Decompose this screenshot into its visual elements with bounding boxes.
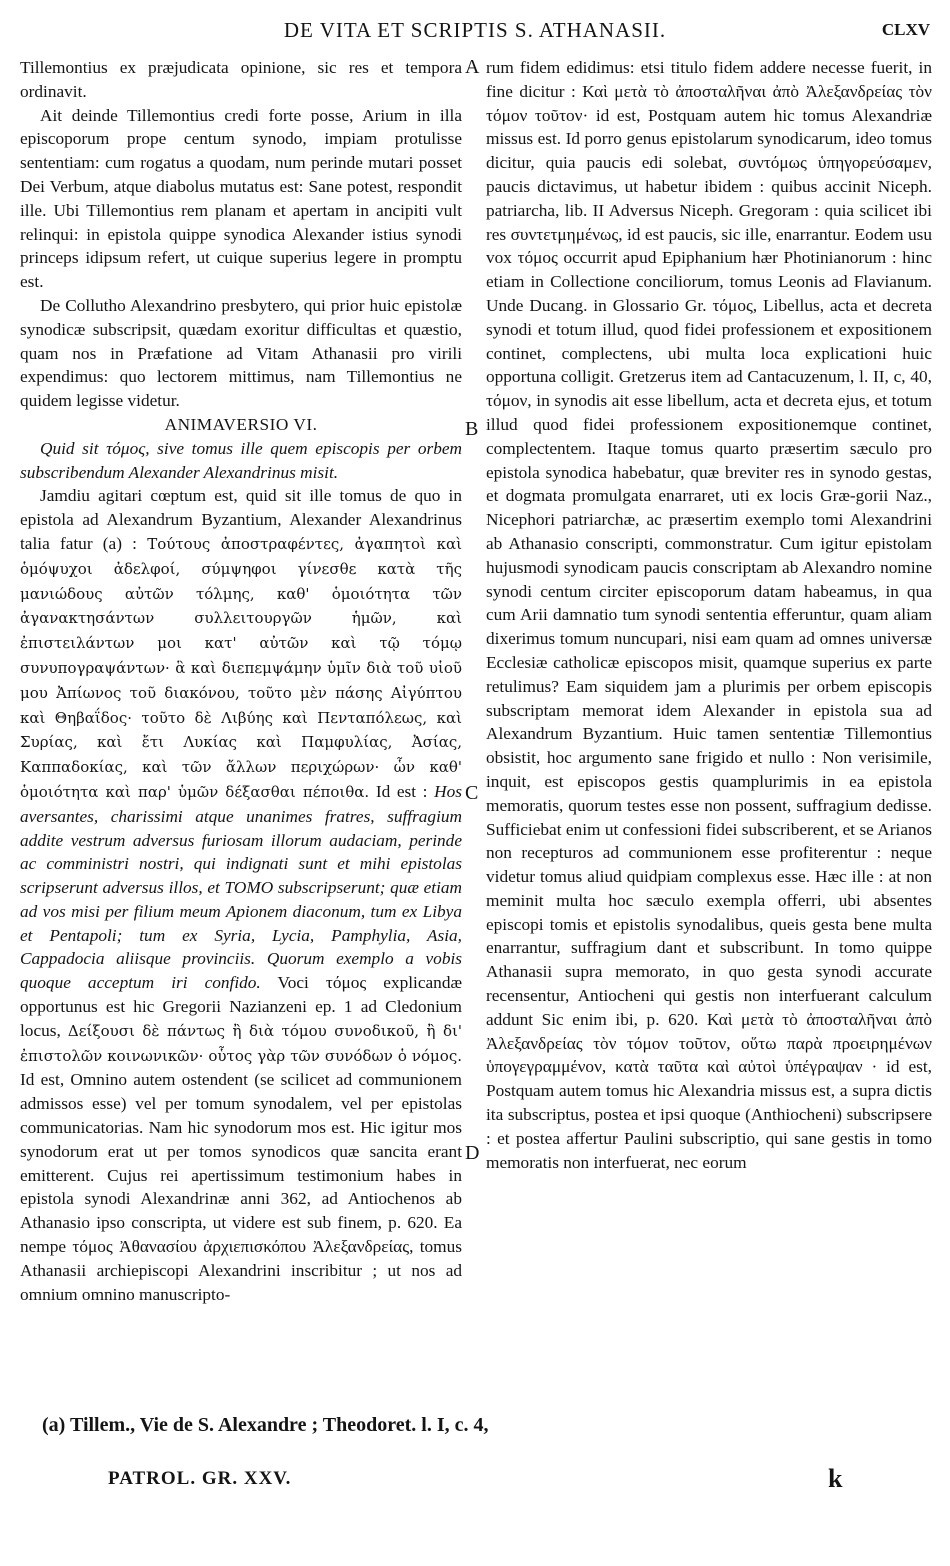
margin-letter: B: [465, 418, 479, 440]
margin-letter: C: [465, 782, 479, 804]
series-label: PATROL. GR. XXV.: [108, 1468, 292, 1489]
page-header: [0, 18, 950, 48]
paragraph: Ait deinde Tillemontius credi forte posse, Arium in illa episcoporum prope centum synodo, impiam protulisse sententiam: cum rogatus a quodam, num perinde mutari posset Dei Verbum, atque diabolus mutatus est: Sane potest, respondit ille. Ubi Tillemontius rem planam et apertam in ancipiti vult relinqui: in epistola quippe synodica Alexander istius synodi princeps idipsum refert, ut cuique superius legere in promptu est.: [20, 105, 462, 292]
latin-translation: Hos aversantes, charissimi atque unanimes fratres, suffragium addite vestrum adversus furiosam illorum audaciam, perinde ac comministri nostri, qui indignati sunt et mihi epistolas scripserunt adversus illos, et TOMO subscripserunt; quæ etiam ad vos misi per filium meum Apionem diaconum, tum ex Libya et Pentapoli; tum ex Syria, Lycia, Pamphylia, Asia, Cappadocia aliisque provinciis. Quorum exemplo a vobis quoque acceptum iri confido.: [20, 781, 462, 993]
page-number: CLXV: [881, 20, 930, 39]
paragraph-text: Voci τόμος explicandæ opportunus est hic Gregorii Nazianzeni ep. 1 ad Cledonium locus,: [20, 973, 462, 1040]
section-subheading: Quid sit τόμος, sive tomus ille quem episcopis per orbem subscribendum Alexander Alexandrinus misit.: [20, 438, 462, 482]
id-est: Id est :: [375, 781, 428, 801]
greek-quote: Τούτους ἀποστραφέντες, ἀγαπητοὶ καὶ ὁμόψυχοι ἀδελφοί, σύμψηφοι γίνεσθε κατὰ τῆς μανιώδους αὐτῶν τόλμης, καθ' ὁμοιότητα τῶν ἀγανακτησάντων συλλειτουργῶν ἡμῶν, καὶ ἐπιστειλάντων μοι κατ' αὐτῶν καὶ τῷ τόμῳ συνυπογραψάντων· ἃ καὶ διεπεμψάμην ὑμῖν διὰ τοῦ υἱοῦ μου Ἀπίωνος τοῦ διακόνου, τοῦτο μὲν πάσης Αἰγύπτου καὶ Θηβαΐδος· τοῦτο δὲ Λιβύης καὶ Πενταπόλεως, καὶ Συρίας, καὶ ἔτι Λυκίας καὶ Παμφυλίας, Ἀσίας, Καππαδοκίας, καὶ τῶν ἄλλων περιχώρων· ὧν καθ' ὁμοιότητα καὶ παρ' ὑμῶν δέξασθαι πέποιθα.: [20, 534, 463, 801]
margin-letter: A: [465, 56, 480, 78]
greek-quote: Δείξουσι δὲ πάντως ἢ διὰ τόμου συνοδικοῦ, ἢ δι' ἐπιστολῶν κοινωνικῶν· οὗτος γὰρ τῶν συνόδων ὁ νόμος.: [20, 1021, 462, 1065]
paragraph-text: Id est, Omnino autem ostendent (se scilicet ad communionem admissos esse) vel per tomum synodalem, vel per epistolas communicatorias. Nam hic synodorum mos est. Hic igitur mos synodorum erat ut per tomos synodicos quæ sancita erant emitterent. Cujus rei apertissimum testimonium habes in epistola synodi Alexandrinæ anni 362, ad Antiochenos ab Athanasio ipso conscripta, ut videre est sub finem, p. 620. Ea nempe τόμος Ἀθανασίου ἀρχιεπισκόπου Ἀλεξανδρείας, tomus Athanasii archiepiscopi Alexandrini inscribitur ; ut nos ad omnium omnino manuscripto-: [20, 1070, 462, 1304]
paragraph: De Collutho Alexandrino presbytero, qui prior huic epistolæ synodicæ subscripsit, quædam exoritur difficultas et quæstio, quam nos in Præfatione ad Vitam Athanasii pro virili expendimus: quo lectorem mittimus, nam Tillemontius ne quidem legisse videtur.: [20, 295, 462, 411]
right-column: [486, 56, 932, 1174]
running-title: DE VITA ET SCRIPTIS S. ATHANASII.: [283, 18, 667, 42]
paragraph-text: Jamdiu agitari cœptum est, quid sit ille tomus de quo in epistola ad Alexandrum Byzantium, Alexander Alexandrinus talia fatur (a) :: [20, 486, 462, 553]
footnote: (a) Tillem., Vie de S. Alexandre ; Theodoret. l. I, c. 4,: [42, 1414, 489, 1436]
margin-letter: D: [465, 1142, 480, 1164]
paragraph: [20, 484, 462, 1306]
section-heading: ANIMAVERSIO VI.: [164, 414, 318, 434]
paragraph: Tillemontius ex præjudicata opinione, sic res et tempora ordinavit.: [20, 58, 462, 101]
signature-mark: k: [828, 1464, 843, 1493]
paragraph: rum fidem edidimus: etsi titulo fidem addere necesse fuerit, in fine dicitur : Καὶ μετὰ τὸ ἀποσταλῆναι ἀπὸ Ἀλεξανδρείας τὸν τόμον τοῦτον· id est, Postquam autem hic tomus Alexandriæ missus est. Id porro genus epistolarum synodicarum, ideo tomus dicitur, quia paucis edi solebat, συντόμως ὑπηγορεύσαμεν, paucis dictavimus, ut habetur ibidem : quibus accinit Niceph. patriarcha, lib. II Adversus Niceph. Gregoram : quia scilicet ibi res συντετμημένως, id est paucis, sic ille, enarrantur. Eodem usu vox τόμος occurrit apud Epiphanium hær Photinianorum : hinc etiam in Collectione conciliorum, tomus Leonis ad Flavianum. Unde Ducang. in Glossario Gr. τόμος, Libellus, acta et decreta synodi et totum illud, quod fidei professionem et expositionem continet, complectens, ubi multa loca explicationi huic opportuna colligit. Gretzerus item ad Cantacuzenum, l. II, c, 40, τόμον, in synodis ait esse libellum, acta et decreta ejus, et totum illud quod fidei professionem expositionemque continet, complectentem. Itaque tomus quarto præsertim sæculo pro epistola synodica habebatur, quæ breviter res in synodo gestas, et dogmata promulgata enarraret, uti ex locis Græ-gorii Naz., Nicephori patriarchæ, ac præsertim exemplo tomi Alexandrini ab Athanasio conscripti, commonstratur. Cum igitur epistolam hujusmodi synodicam paucis conscriptam ab Alexandro nomine synodi centum circiter episcoporum datam habeamus, in qua cum Arii damnatio tum synodi sententia efferuntur, quam aliam dixerimus tomum nuncupari, nisi eam quam ad omnes universæ Ecclesiæ catholicæ episcopos misit, quamque superius ex parte retulimus? Eam siquidem jam a plurimis per orbem episcopis subscriptam memorat idem Alexander in epistola sua ad Alexandrum Byzantium. Huic tamen sententiæ Tillemontius obsistit, hoc argumento sane frigido et nullo : Non verisimile, inquit, est episcopos gestis quamplurimis in ea epistola memoratis, quorum testes esse non possent, suffragium dedisse. Sufficiebat enim ut confessioni fidei subscriberent, et se Arianos non recepturos ad communionem esse profiterentur : neque videtur tomus aliud quidpiam complexus esse. Hæc ille : at non meminit multa hoc sæculo exempla offerri, ubi absentes episcopi tomis et epistolis synodalibus, queis gesta bene multa enarrantur, suffragium dant et subscribunt. In tomo quippe Athanasii supra memorato, in quo gesta synodi accurate recensentur, Antiocheni qui gestis non interfuerant calculum addunt Sic enim ibi, p. 620. Καὶ μετὰ τὸ ἀποσταλῆναι ἀπὸ Ἀλεξανδρείας τὸν τόμον τοῦτον, οὕτω παρὰ προειρημένων ὑπογεγραμμένον, κατὰ ταῦτα καὶ αὐτοὶ ὑπέγραψαν · id est, Postquam autem tomus hic Alexandria missus est, a supra dictis ita subscriptus, postea et ipsi quoque (Anthiocheni) subscripsere : et postea affertur Paulini subscriptio, qui sane gestis in tomo memoratis non interfuerat, nec eorum: [486, 58, 932, 1172]
left-column: [20, 56, 462, 1306]
